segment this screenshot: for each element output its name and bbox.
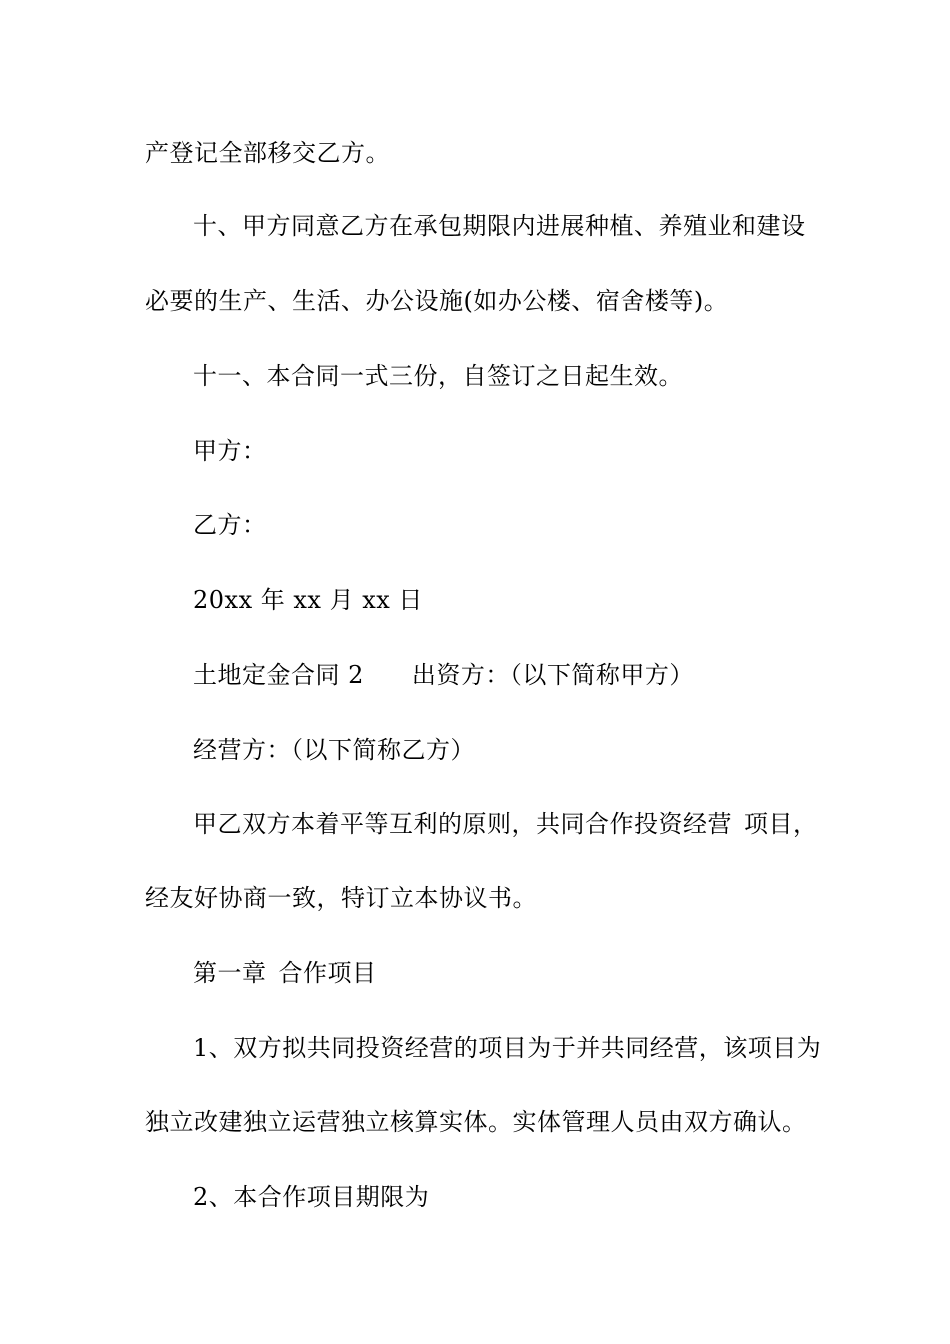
contract-title: 土地定金合同 2 [193,661,364,689]
contract-2-header [193,659,694,691]
principle-text: 甲乙双方本着平等互利的原则，共同合作投资经营 [193,810,732,838]
text-line [193,808,818,840]
principle-text-end: 项目， [744,810,818,838]
date-line: 20xx 年 xx 月 xx 日 [193,586,423,614]
investor-label: 出资方：（以下简称甲方） [411,661,694,689]
chapter-number: 第一章 [193,959,267,987]
text-line: 独立改建独立运营独立核算实体。实体管理人员由双方确认。 [145,1108,807,1136]
text-line: 十一、本合同一式三份，自签订之日起生效。 [193,362,683,390]
text-line: 产登记全部移交乙方。 [145,139,390,167]
chapter-heading [193,957,377,989]
text-line: 经友好协商一致，特订立本协议书。 [145,884,537,912]
party-b-label: 乙方： [193,511,267,539]
text-line: 十、甲方同意乙方在承包期限内进展种植、养殖业和建设 [193,212,806,240]
text-line: 2、本合作项目期限为 [193,1183,430,1211]
party-a-label: 甲方： [193,437,267,465]
chapter-title: 合作项目 [278,959,377,987]
text-line: 1、双方拟共同投资经营的项目为于并共同经营，该项目为 [193,1034,822,1062]
operator-label: 经营方：（以下简称乙方） [193,736,475,764]
text-line: 必要的生产、生活、办公设施(如办公楼、宿舍楼等)。 [145,287,729,315]
